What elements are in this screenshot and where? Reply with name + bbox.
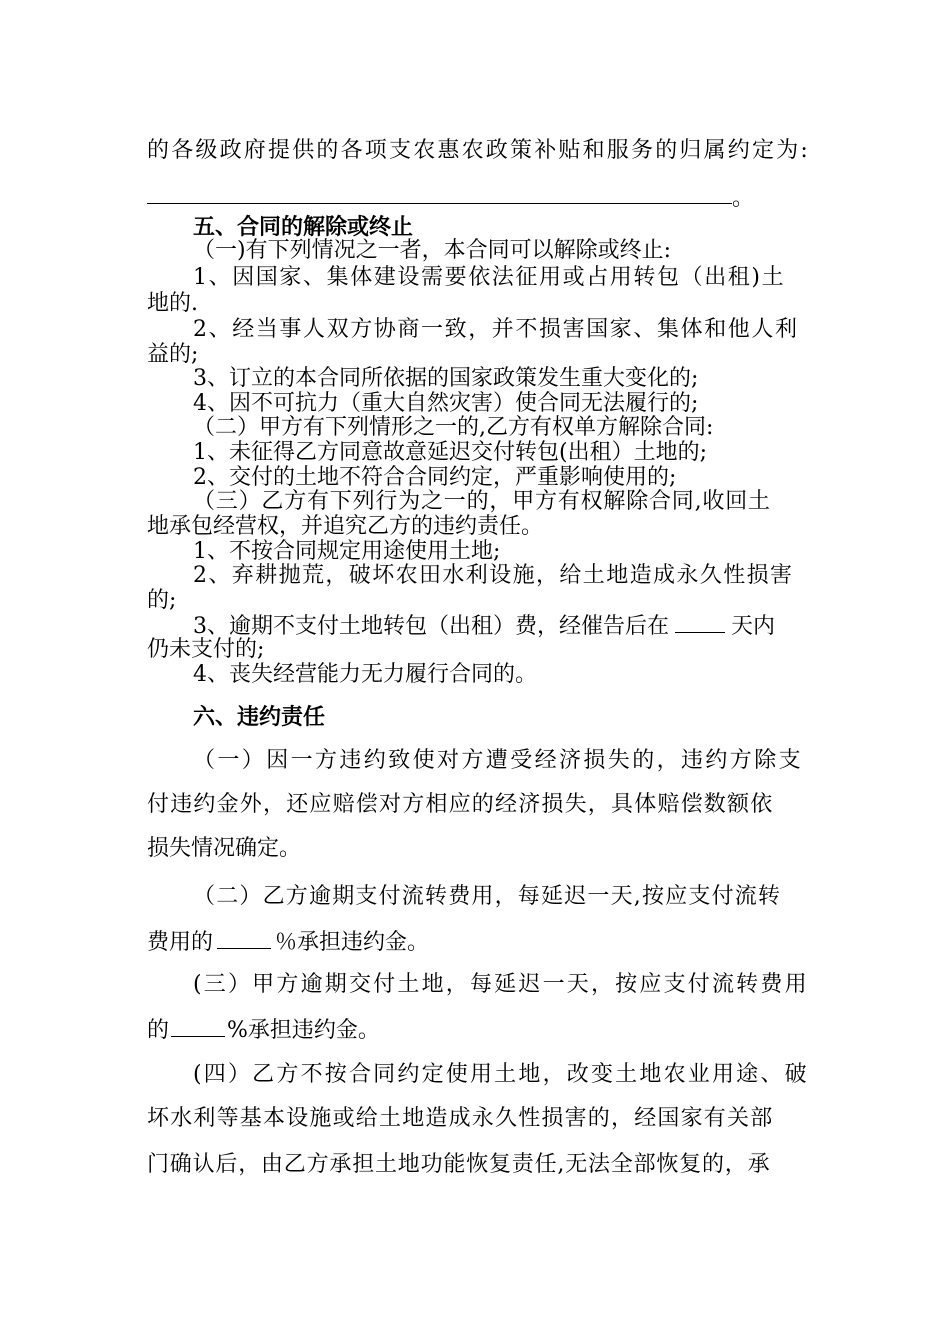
paragraph-line: （一)有下列情况之一者，本合同可以解除或终止: — [193, 238, 671, 263]
paragraph-line — [147, 1016, 380, 1044]
section-heading-6: 六、违约责任 — [193, 704, 326, 730]
section-heading-5: 五、合同的解除或终止 — [193, 214, 414, 240]
paragraph-line: 的; — [147, 588, 177, 613]
paragraph-line: 付违约金外，还应赔偿对方相应的经济损失，具体赔偿数额依 — [147, 792, 774, 817]
paragraph-line: 1、因国家、集体建设需要依法征用或占用转包（出租)土 — [193, 265, 786, 290]
paragraph-line: (三）甲方逾期交付土地，每延迟一天，按应支付流转费用 — [193, 972, 809, 997]
fill-in-blank-line — [147, 203, 732, 204]
paragraph-line — [147, 928, 429, 956]
paragraph-line: （三）乙方有下列行为之一的，甲方有权解除合同,收回土 — [193, 489, 771, 514]
paragraph-line: 2、弃耕抛荒，破坏农田水利设施，给土地造成永久性损害 — [193, 563, 794, 588]
paragraph-line: 3、订立的本合同所依据的国家政策发生重大变化的; — [193, 366, 699, 391]
days-blank-field[interactable] — [675, 612, 725, 633]
paragraph-line: 坏水利等基本设施或给土地造成永久性损害的，经国家有关部 — [147, 1106, 774, 1131]
paragraph-line: (四）乙方不按合同约定使用土地，改变土地农业用途、破 — [193, 1062, 809, 1087]
paragraph-line: 2、交付的土地不符合合同约定，严重影响使用的; — [193, 465, 677, 490]
paragraph-line: 的各级政府提供的各项支农惠农政策补贴和服务的归属约定为: — [147, 138, 811, 163]
paragraph-text: ％承担违约金。 — [275, 930, 430, 955]
penalty-percent-blank-field[interactable] — [171, 1016, 225, 1037]
paragraph-line — [193, 612, 775, 640]
paragraph-line: 2、经当事人双方协商一致，并不损害国家、集体和他人利 — [193, 317, 799, 342]
paragraph-line: 地承包经营权，并追究乙方的违约责任。 — [147, 514, 544, 539]
penalty-percent-blank-field[interactable] — [217, 928, 271, 949]
paragraph-text: %承担违约金。 — [227, 1018, 380, 1043]
paragraph-line: 4、因不可抗力（重大自然灾害）使合同无法履行的; — [193, 391, 699, 416]
paragraph-line: 1、不按合同规定用途使用土地; — [193, 539, 501, 564]
paragraph-line: （二）甲方有下列情形之一的,乙方有权单方解除合同: — [193, 415, 714, 440]
paragraph-text: 3、逾期不支付土地转包（出租）费，经催告后在 — [193, 614, 669, 639]
paragraph-line: 益的; — [147, 342, 199, 367]
paragraph-line: 仍未支付的; — [147, 637, 265, 662]
paragraph-line: 损失情况确定。 — [147, 836, 302, 861]
paragraph-line: （二）乙方逾期支付流转费用，每延迟一天,按应支付流转 — [193, 884, 782, 909]
paragraph-line: 4、丧失经营能力无力履行合同的。 — [193, 662, 537, 687]
paragraph-line: （一）因一方违约致使对方遭受经济损失的，违约方除支 — [193, 748, 804, 773]
paragraph-line: 地的. — [147, 291, 198, 316]
paragraph-text: 的 — [147, 1018, 170, 1043]
paragraph-text: 费用的 — [147, 930, 214, 955]
paragraph-text: 天内 — [731, 614, 776, 639]
paragraph-line: 门确认后，由乙方承担土地功能恢复责任,无法全部恢复的，承 — [147, 1152, 771, 1177]
paragraph-line: 1、未征得乙方同意故意延迟交付转包(出租）土地的; — [193, 440, 707, 465]
paragraph-line-end: 。 — [732, 186, 755, 211]
